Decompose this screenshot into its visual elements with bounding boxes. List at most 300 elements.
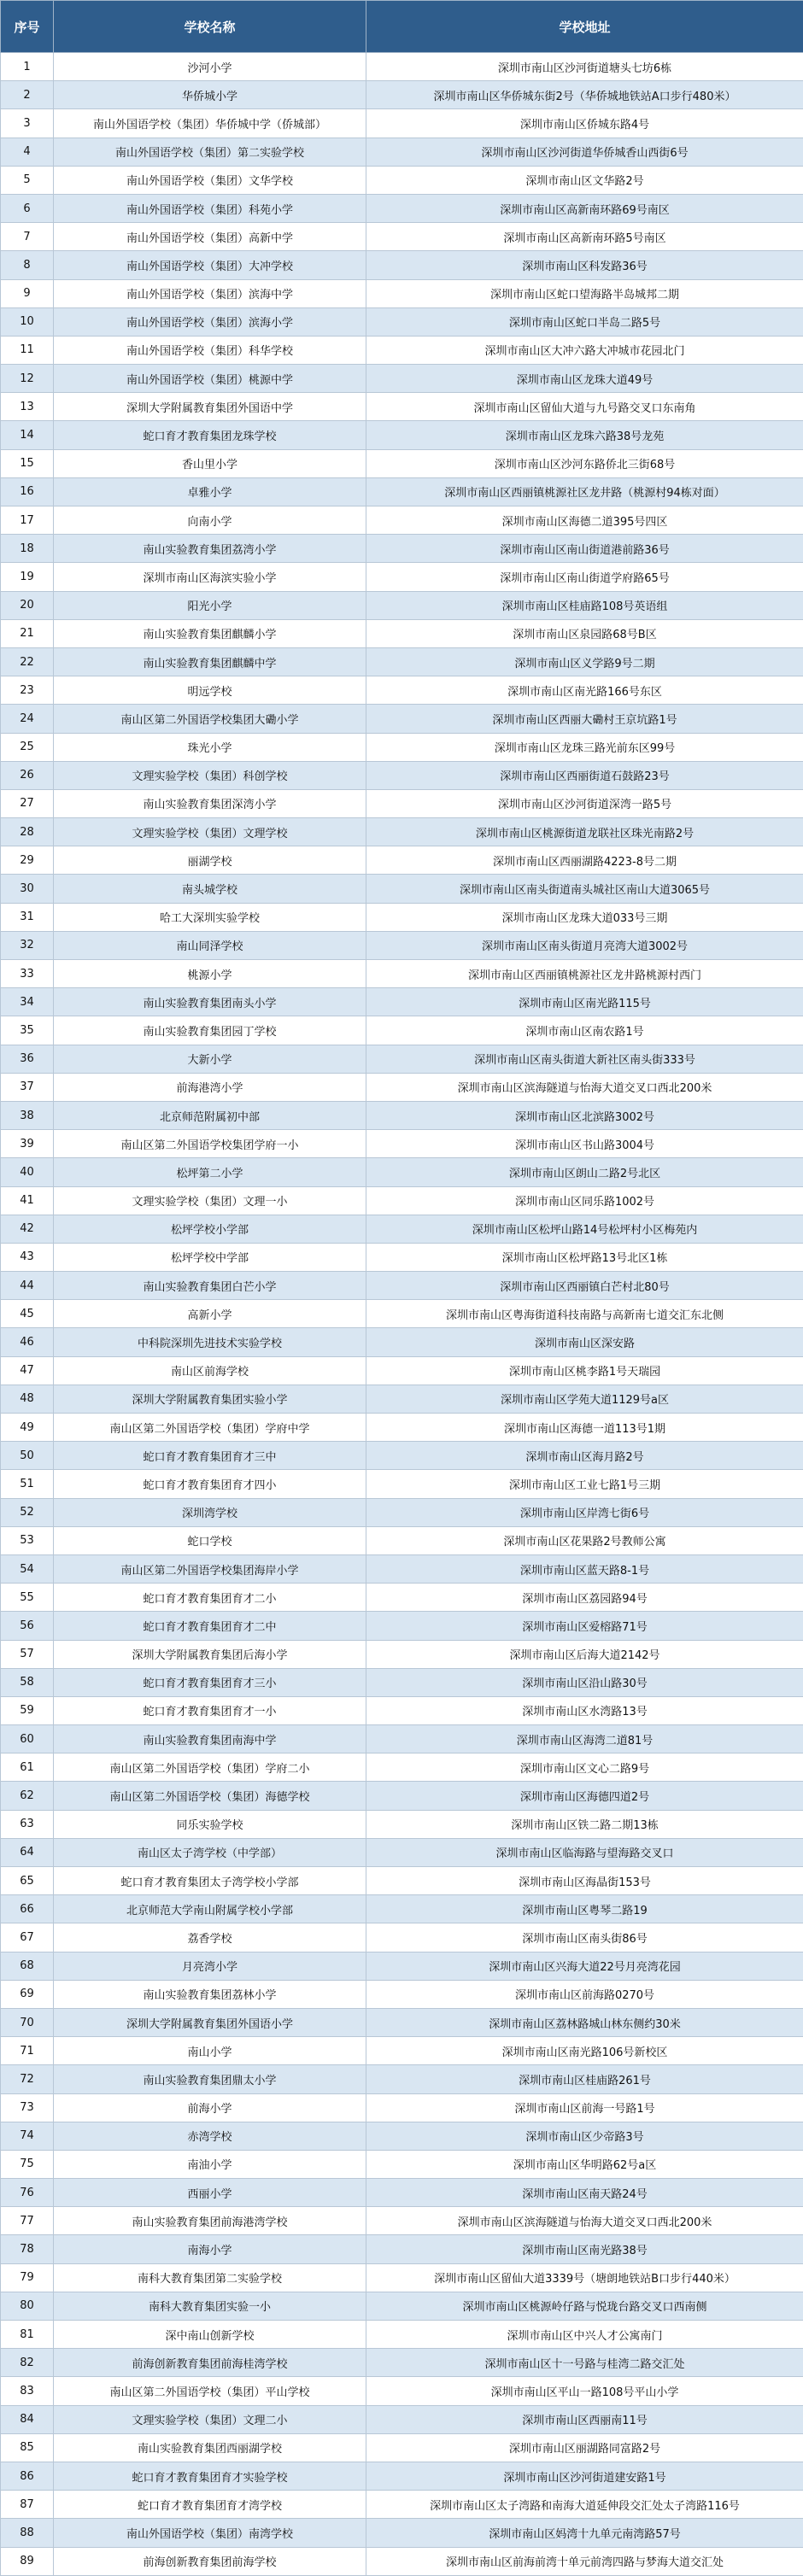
table-row: [1, 2093, 803, 2122]
table-row: [1, 2122, 803, 2150]
cell-school-name: 珠光小学: [54, 733, 366, 761]
cell-no: 28: [1, 818, 54, 846]
cell-school-name: 南山实验教育集团鼎太小学: [54, 2065, 366, 2093]
table-row: [1, 53, 803, 81]
cell-no: 61: [1, 1753, 54, 1782]
cell-no: 27: [1, 789, 54, 817]
cell-address: 深圳市南山区泉园路68号B区: [366, 619, 803, 647]
cell-school-name: 南山实验教育集团南海中学: [54, 1725, 366, 1753]
cell-no: 72: [1, 2065, 54, 2093]
cell-no: 67: [1, 1923, 54, 1952]
table-row: [1, 563, 803, 591]
cell-no: 41: [1, 1186, 54, 1215]
table-row: [1, 705, 803, 733]
cell-no: 33: [1, 960, 54, 988]
cell-no: 62: [1, 1782, 54, 1810]
table-row: [1, 1696, 803, 1724]
cell-school-name: 南山实验教育集团荔林小学: [54, 1980, 366, 2008]
cell-address: 深圳市南山区南头街道月亮湾大道3002号: [366, 931, 803, 959]
cell-no: 87: [1, 2491, 54, 2519]
cell-no: 58: [1, 1668, 54, 1696]
table-row: [1, 2065, 803, 2093]
cell-school-name: 南山区第二外国语学校（集团）学府二小: [54, 1753, 366, 1782]
cell-no: 86: [1, 2462, 54, 2490]
cell-no: 79: [1, 2263, 54, 2292]
table-row: [1, 535, 803, 563]
cell-no: 46: [1, 1328, 54, 1356]
cell-school-name: 南山外国语学校（集团）文华学校: [54, 166, 366, 194]
cell-school-name: 蛇口育才教育集团育才三小: [54, 1668, 366, 1696]
table-row: [1, 393, 803, 421]
cell-no: 36: [1, 1045, 54, 1073]
cell-school-name: 南山实验教育集团麒麟中学: [54, 647, 366, 676]
cell-school-name: 松坪第二小学: [54, 1158, 366, 1186]
cell-school-name: 蛇口育才教育集团育才一小: [54, 1696, 366, 1724]
cell-no: 75: [1, 2150, 54, 2178]
cell-school-name: 南山外国语学校（集团）科苑小学: [54, 194, 366, 222]
cell-no: 13: [1, 393, 54, 421]
cell-address: 深圳市南山区南山街道港前路36号: [366, 535, 803, 563]
cell-address: 深圳市南山区龙珠大道49号: [366, 365, 803, 393]
table-row: [1, 1356, 803, 1385]
table-row: [1, 2292, 803, 2320]
table-row: [1, 2150, 803, 2178]
cell-no: 9: [1, 279, 54, 307]
cell-address: 深圳市南山区龙珠六路38号龙苑: [366, 421, 803, 449]
cell-address: 深圳市南山区妈湾十九单元南湾路57号: [366, 2519, 803, 2547]
cell-no: 29: [1, 846, 54, 875]
cell-no: 64: [1, 1838, 54, 1866]
table-row: [1, 477, 803, 506]
cell-address: 深圳市南山区桃李路1号天瑞园: [366, 1356, 803, 1385]
cell-no: 35: [1, 1016, 54, 1045]
cell-no: 68: [1, 1952, 54, 1980]
cell-address: 深圳市南山区文心二路9号: [366, 1753, 803, 1782]
cell-address: 深圳市南山区南光路166号东区: [366, 676, 803, 705]
cell-address: 深圳市南山区沙河街道塘头七坊6栋: [366, 53, 803, 81]
table-row: [1, 1952, 803, 1980]
cell-school-name: 松坪学校小学部: [54, 1215, 366, 1243]
cell-address: 深圳市南山区西丽湖路4223-8号二期: [366, 846, 803, 875]
table-row: [1, 1158, 803, 1186]
cell-school-name: 前海创新教育集团前海桂湾学校: [54, 2349, 366, 2377]
cell-address: 深圳市南山区粤琴二路19: [366, 1895, 803, 1923]
table-row: [1, 2263, 803, 2292]
table-row: [1, 307, 803, 336]
cell-no: 22: [1, 647, 54, 676]
cell-school-name: 南山外国语学校（集团）桃源中学: [54, 365, 366, 393]
cell-no: 51: [1, 1470, 54, 1498]
cell-no: 2: [1, 81, 54, 109]
cell-school-name: 南山外国语学校（集团）大冲学校: [54, 251, 366, 279]
cell-school-name: 北京师范附属初中部: [54, 1101, 366, 1129]
cell-address: 深圳市南山区南光路115号: [366, 988, 803, 1016]
table-row: [1, 1584, 803, 1612]
cell-address: 深圳市南山区桂庙路261号: [366, 2065, 803, 2093]
table-row: [1, 931, 803, 959]
table-row: [1, 2235, 803, 2263]
table-row: [1, 1554, 803, 1583]
cell-address: 深圳市南山区高新南环路5号南区: [366, 223, 803, 251]
table-row: [1, 2405, 803, 2433]
cell-school-name: 文理实验学校（集团）科创学校: [54, 761, 366, 789]
cell-school-name: 蛇口育才教育集团育才二中: [54, 1612, 366, 1640]
cell-school-name: 蛇口育才教育集团育才实验学校: [54, 2462, 366, 2490]
cell-address: 深圳市南山区南山街道学府路65号: [366, 563, 803, 591]
cell-no: 69: [1, 1980, 54, 2008]
cell-address: 深圳市南山区海湾二道81号: [366, 1725, 803, 1753]
table-row: [1, 846, 803, 875]
cell-school-name: 南山实验教育集团白芒小学: [54, 1272, 366, 1300]
cell-address: 深圳市南山区义学路9号二期: [366, 647, 803, 676]
cell-no: 60: [1, 1725, 54, 1753]
table-row: [1, 789, 803, 817]
cell-address: 深圳市南山区深安路: [366, 1328, 803, 1356]
table-row: [1, 2037, 803, 2065]
cell-address: 深圳市南山区蛇口望海路半岛城邦二期: [366, 279, 803, 307]
cell-address: 深圳市南山区海德四道2号: [366, 1782, 803, 1810]
table-row: [1, 138, 803, 166]
table-row: [1, 818, 803, 846]
cell-school-name: 南海小学: [54, 2235, 366, 2263]
cell-address: 深圳市南山区平山一路108号平山小学: [366, 2377, 803, 2405]
table-row: [1, 1867, 803, 1895]
cell-address: 深圳市南山区龙珠三路光前东区99号: [366, 733, 803, 761]
table-row: [1, 1838, 803, 1866]
cell-no: 15: [1, 449, 54, 477]
cell-no: 18: [1, 535, 54, 563]
cell-school-name: 深中南山创新学校: [54, 2321, 366, 2349]
cell-school-name: 南山区第二外国语学校（集团）平山学校: [54, 2377, 366, 2405]
cell-school-name: 沙河小学: [54, 53, 366, 81]
cell-school-name: 香山里小学: [54, 449, 366, 477]
cell-school-name: 南山实验教育集团麒麟小学: [54, 619, 366, 647]
cell-no: 24: [1, 705, 54, 733]
cell-address: 深圳市南山区桃源岭仔路与悦珑台路交叉口西南侧: [366, 2292, 803, 2320]
table-row: [1, 1980, 803, 2008]
cell-address: 深圳市南山区荔园路94号: [366, 1584, 803, 1612]
cell-school-name: 前海港湾小学: [54, 1073, 366, 1101]
cell-school-name: 蛇口育才教育集团育才二小: [54, 1584, 366, 1612]
cell-no: 59: [1, 1696, 54, 1724]
cell-school-name: 南山外国语学校（集团）第二实验学校: [54, 138, 366, 166]
cell-school-name: 文理实验学校（集团）文理学校: [54, 818, 366, 846]
table-row: [1, 279, 803, 307]
cell-school-name: 深圳大学附属教育集团后海小学: [54, 1640, 366, 1668]
table-row: [1, 1328, 803, 1356]
cell-no: 12: [1, 365, 54, 393]
cell-no: 56: [1, 1612, 54, 1640]
cell-school-name: 阳光小学: [54, 591, 366, 619]
cell-address: 深圳市南山区兴海大道22号月亮湾花园: [366, 1952, 803, 1980]
cell-school-name: 南山外国语学校（集团）滨海中学: [54, 279, 366, 307]
cell-no: 84: [1, 2405, 54, 2433]
table-row: [1, 365, 803, 393]
cell-address: 深圳市南山区西丽镇白芒村北80号: [366, 1272, 803, 1300]
cell-school-name: 南山小学: [54, 2037, 366, 2065]
cell-no: 37: [1, 1073, 54, 1101]
cell-no: 42: [1, 1215, 54, 1243]
cell-no: 54: [1, 1554, 54, 1583]
cell-school-name: 明远学校: [54, 676, 366, 705]
table-row: [1, 1243, 803, 1271]
table-row: [1, 449, 803, 477]
cell-no: 50: [1, 1442, 54, 1470]
cell-school-name: 深圳大学附属教育集团实验小学: [54, 1385, 366, 1413]
cell-address: 深圳市南山区松坪山路14号松坪村小区梅苑内: [366, 1215, 803, 1243]
cell-address: 深圳市南山区南头街道南头城社区南山大道3065号: [366, 875, 803, 903]
cell-school-name: 蛇口育才教育集团育才湾学校: [54, 2491, 366, 2519]
cell-school-name: 文理实验学校（集团）文理二小: [54, 2405, 366, 2433]
cell-no: 20: [1, 591, 54, 619]
cell-school-name: 南头城学校: [54, 875, 366, 903]
cell-address: 深圳市南山区松坪路13号北区1栋: [366, 1243, 803, 1271]
cell-school-name: 南山区第二外国语学校集团大磡小学: [54, 705, 366, 733]
cell-school-name: 中科院深圳先进技术实验学校: [54, 1328, 366, 1356]
cell-address: 深圳市南山区水湾路13号: [366, 1696, 803, 1724]
cell-address: 深圳市南山区工业七路1号三期: [366, 1470, 803, 1498]
cell-no: 43: [1, 1243, 54, 1271]
cell-no: 7: [1, 223, 54, 251]
cell-address: 深圳市南山区临海路与望海路交叉口: [366, 1838, 803, 1866]
cell-no: 47: [1, 1356, 54, 1385]
cell-no: 8: [1, 251, 54, 279]
cell-address: 深圳市南山区海月路2号: [366, 1442, 803, 1470]
cell-school-name: 南山区第二外国语学校集团学府一小: [54, 1130, 366, 1158]
cell-address: 深圳市南山区华明路62号a区: [366, 2150, 803, 2178]
table-row: [1, 1442, 803, 1470]
table-row: [1, 1526, 803, 1554]
cell-school-name: 松坪学校中学部: [54, 1243, 366, 1271]
cell-address: 深圳市南山区爱榕路71号: [366, 1612, 803, 1640]
header-no: 序号: [1, 1, 54, 53]
table-row: [1, 2433, 803, 2462]
cell-no: 48: [1, 1385, 54, 1413]
table-row: [1, 1753, 803, 1782]
cell-address: 深圳市南山区桂庙路108号英语组: [366, 591, 803, 619]
cell-school-name: 蛇口育才教育集团太子湾学校小学部: [54, 1867, 366, 1895]
cell-address: 深圳市南山区桃源街道龙联社区珠光南路2号: [366, 818, 803, 846]
cell-no: 70: [1, 2008, 54, 2036]
cell-address: 深圳市南山区同乐路1002号: [366, 1186, 803, 1215]
cell-school-name: 西丽小学: [54, 2179, 366, 2207]
cell-address: 深圳市南山区太子湾路和南海大道延伸段交汇处太子湾路116号: [366, 2491, 803, 2519]
cell-school-name: 南山实验教育集团西丽湖学校: [54, 2433, 366, 2462]
cell-school-name: 丽湖学校: [54, 846, 366, 875]
cell-no: 76: [1, 2179, 54, 2207]
cell-school-name: 蛇口育才教育集团龙珠学校: [54, 421, 366, 449]
table-row: [1, 1782, 803, 1810]
cell-no: 10: [1, 307, 54, 336]
cell-address: 深圳市南山区铁二路二期13栋: [366, 1810, 803, 1838]
cell-school-name: 南山区第二外国语学校集团海岸小学: [54, 1554, 366, 1583]
cell-school-name: 南山区太子湾学校（中学部）: [54, 1838, 366, 1866]
cell-no: 17: [1, 506, 54, 535]
cell-no: 80: [1, 2292, 54, 2320]
table-row: [1, 2008, 803, 2036]
table-row: [1, 1810, 803, 1838]
cell-no: 1: [1, 53, 54, 81]
table-row: [1, 2491, 803, 2519]
cell-school-name: 深圳市南山区海滨实验小学: [54, 563, 366, 591]
cell-school-name: 赤湾学校: [54, 2122, 366, 2150]
table-row: [1, 1101, 803, 1129]
cell-school-name: 南山区前海学校: [54, 1356, 366, 1385]
cell-no: 74: [1, 2122, 54, 2150]
cell-no: 73: [1, 2093, 54, 2122]
cell-address: 深圳市南山区留仙大道3339号（塘朗地铁站B口步行440米）: [366, 2263, 803, 2292]
cell-no: 55: [1, 1584, 54, 1612]
header-address: 学校地址: [366, 1, 803, 53]
cell-address: 深圳市南山区粤海街道科技南路与高新南七道交汇东北侧: [366, 1300, 803, 1328]
cell-school-name: 南山实验教育集团南头小学: [54, 988, 366, 1016]
table-row: [1, 336, 803, 364]
cell-school-name: 南科大教育集团第二实验学校: [54, 2263, 366, 2292]
cell-school-name: 南山同泽学校: [54, 931, 366, 959]
cell-school-name: 南山区第二外国语学校（集团）学府中学: [54, 1414, 366, 1442]
table-row: [1, 1130, 803, 1158]
cell-school-name: 大新小学: [54, 1045, 366, 1073]
cell-address: 深圳市南山区中兴人才公寓南门: [366, 2321, 803, 2349]
cell-address: 深圳市南山区前海前湾十单元前湾四路与梦海大道交汇处: [366, 2547, 803, 2575]
cell-no: 19: [1, 563, 54, 591]
cell-address: 深圳市南山区滨海隧道与怡海大道交叉口西北200米: [366, 1073, 803, 1101]
cell-address: 深圳市南山区南头街86号: [366, 1923, 803, 1952]
cell-school-name: 蛇口育才教育集团育才三中: [54, 1442, 366, 1470]
table-row: [1, 1045, 803, 1073]
cell-no: 44: [1, 1272, 54, 1300]
cell-school-name: 北京师范大学南山附属学校小学部: [54, 1895, 366, 1923]
table-row: [1, 2179, 803, 2207]
cell-address: 深圳市南山区西丽街道石鼓路23号: [366, 761, 803, 789]
cell-school-name: 卓雅小学: [54, 477, 366, 506]
cell-school-name: 南山外国语学校（集团）滨海小学: [54, 307, 366, 336]
cell-school-name: 月亮湾小学: [54, 1952, 366, 1980]
table-row: [1, 1016, 803, 1045]
cell-no: 71: [1, 2037, 54, 2065]
cell-no: 89: [1, 2547, 54, 2575]
cell-no: 14: [1, 421, 54, 449]
cell-school-name: 蛇口育才教育集团育才四小: [54, 1470, 366, 1498]
cell-school-name: 南山外国语学校（集团）华侨城中学（侨城部）: [54, 109, 366, 138]
cell-no: 26: [1, 761, 54, 789]
table-row: [1, 988, 803, 1016]
table-row: [1, 1612, 803, 1640]
table-row: [1, 1272, 803, 1300]
cell-no: 88: [1, 2519, 54, 2547]
cell-no: 83: [1, 2377, 54, 2405]
cell-school-name: 南山实验教育集团荔湾小学: [54, 535, 366, 563]
cell-school-name: 南山实验教育集团园丁学校: [54, 1016, 366, 1045]
table-row: [1, 81, 803, 109]
cell-school-name: 南山外国语学校（集团）科华学校: [54, 336, 366, 364]
table-row: [1, 109, 803, 138]
cell-address: 深圳市南山区西丽南11号: [366, 2405, 803, 2433]
cell-school-name: 深圳大学附属教育集团外国语小学: [54, 2008, 366, 2036]
table-body: [1, 53, 803, 2576]
cell-address: 深圳市南山区花果路2号教师公寓: [366, 1526, 803, 1554]
cell-no: 85: [1, 2433, 54, 2462]
cell-address: 深圳市南山区西丽大磡村王京坑路1号: [366, 705, 803, 733]
cell-address: 深圳市南山区滨海隧道与怡海大道交叉口西北200米: [366, 2207, 803, 2235]
header-name: 学校名称: [54, 1, 366, 53]
cell-no: 23: [1, 676, 54, 705]
cell-no: 38: [1, 1101, 54, 1129]
cell-address: 深圳市南山区丽湖路同富路2号: [366, 2433, 803, 2462]
cell-address: 深圳市南山区侨城东路4号: [366, 109, 803, 138]
cell-no: 5: [1, 166, 54, 194]
cell-address: 深圳市南山区朗山二路2号北区: [366, 1158, 803, 1186]
cell-school-name: 南山实验教育集团深湾小学: [54, 789, 366, 817]
table-row: [1, 194, 803, 222]
cell-no: 63: [1, 1810, 54, 1838]
cell-no: 49: [1, 1414, 54, 1442]
table-row: [1, 251, 803, 279]
table-row: [1, 506, 803, 535]
table-header-row: [1, 1, 803, 53]
cell-address: 深圳市南山区西丽镇桃源社区龙井路桃源村西门: [366, 960, 803, 988]
cell-no: 45: [1, 1300, 54, 1328]
cell-address: 深圳市南山区西丽镇桃源社区龙井路（桃源村94栋对面）: [366, 477, 803, 506]
cell-address: 深圳市南山区岸湾七街6号: [366, 1498, 803, 1526]
cell-no: 31: [1, 903, 54, 931]
table-row: [1, 2547, 803, 2575]
table-row: [1, 223, 803, 251]
cell-no: 21: [1, 619, 54, 647]
table-row: [1, 647, 803, 676]
cell-no: 82: [1, 2349, 54, 2377]
table-row: [1, 875, 803, 903]
cell-address: 深圳市南山区沙河街道华侨城香山西街6号: [366, 138, 803, 166]
table-row: [1, 1414, 803, 1442]
cell-no: 52: [1, 1498, 54, 1526]
cell-school-name: 华侨城小学: [54, 81, 366, 109]
table-row: [1, 1215, 803, 1243]
cell-school-name: 南山外国语学校（集团）高新中学: [54, 223, 366, 251]
cell-address: 深圳市南山区海德一道113号1期: [366, 1414, 803, 1442]
table-row: [1, 619, 803, 647]
cell-no: 39: [1, 1130, 54, 1158]
cell-no: 57: [1, 1640, 54, 1668]
cell-address: 深圳市南山区南天路24号: [366, 2179, 803, 2207]
cell-no: 65: [1, 1867, 54, 1895]
cell-no: 77: [1, 2207, 54, 2235]
cell-no: 32: [1, 931, 54, 959]
table-row: [1, 1300, 803, 1328]
cell-school-name: 哈工大深圳实验学校: [54, 903, 366, 931]
cell-no: 3: [1, 109, 54, 138]
cell-school-name: 前海创新教育集团前海学校: [54, 2547, 366, 2575]
cell-school-name: 桃源小学: [54, 960, 366, 988]
cell-address: 深圳市南山区十一号路与桂湾二路交汇处: [366, 2349, 803, 2377]
cell-address: 深圳市南山区文华路2号: [366, 166, 803, 194]
cell-no: 30: [1, 875, 54, 903]
cell-school-name: 南山外国语学校（集团）南湾学校: [54, 2519, 366, 2547]
table-row: [1, 2462, 803, 2490]
cell-no: 6: [1, 194, 54, 222]
cell-no: 66: [1, 1895, 54, 1923]
cell-no: 4: [1, 138, 54, 166]
cell-school-name: 前海小学: [54, 2093, 366, 2122]
cell-address: 深圳市南山区沙河东路侨北三街68号: [366, 449, 803, 477]
table-row: [1, 960, 803, 988]
cell-school-name: 高新小学: [54, 1300, 366, 1328]
table-row: [1, 1923, 803, 1952]
cell-no: 25: [1, 733, 54, 761]
table-row: [1, 761, 803, 789]
table-row: [1, 1073, 803, 1101]
cell-no: 40: [1, 1158, 54, 1186]
